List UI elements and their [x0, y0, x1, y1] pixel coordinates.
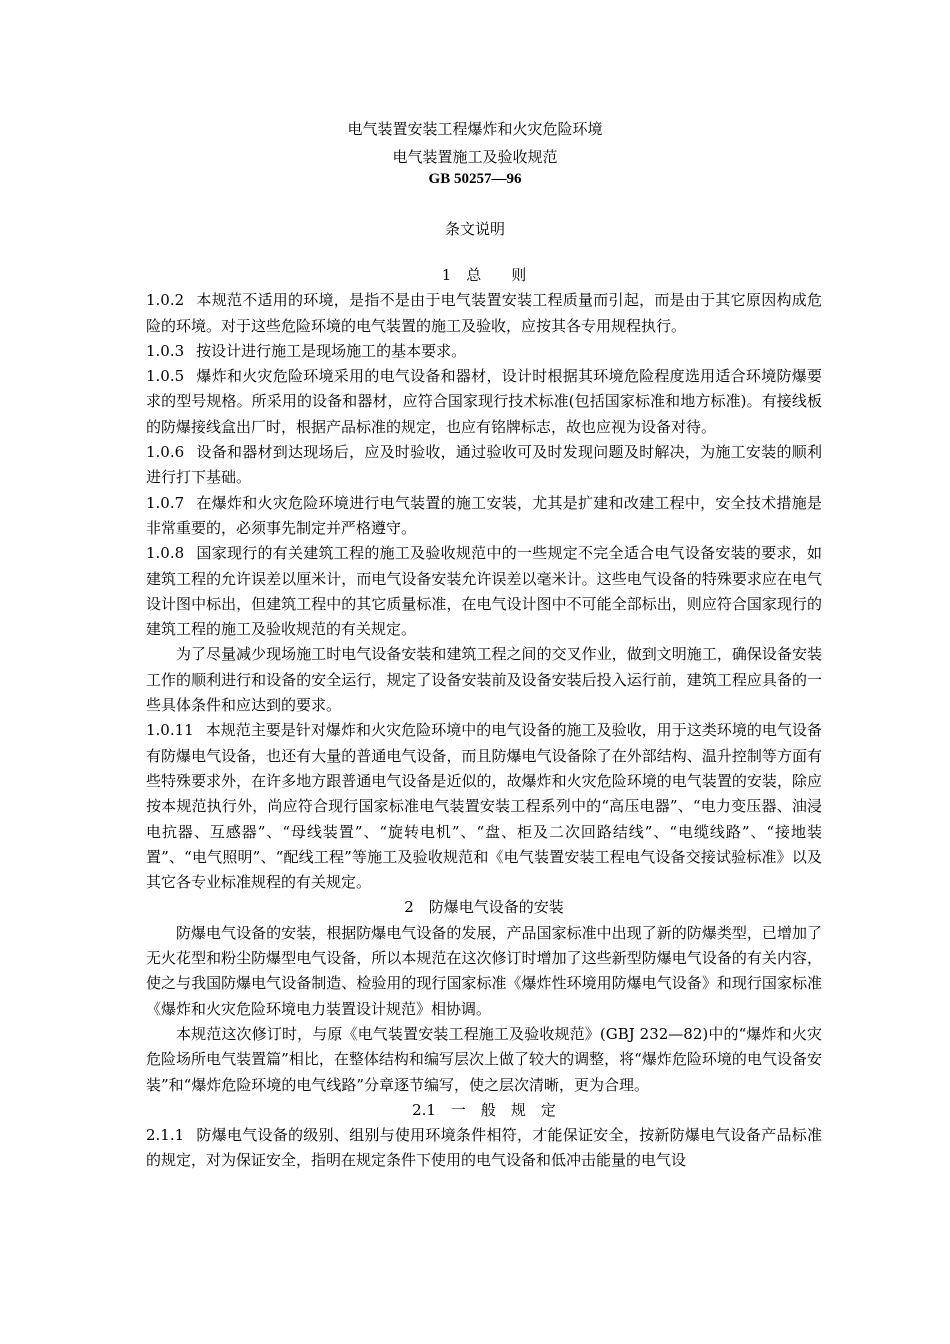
- clause-paragraph: [146, 440, 822, 491]
- doc-code: GB 50257—96: [428, 171, 522, 187]
- clause-paragraph: [146, 541, 822, 642]
- clause-number: 1.0.7: [146, 493, 185, 512]
- section-heading: 2.1 一 般 规 定: [412, 1100, 556, 1119]
- doc-title-line2: 电气装置施工及验收规范: [392, 148, 558, 166]
- clause-paragraph: [146, 364, 822, 440]
- section-heading: 2 防爆电气设备的安装: [404, 898, 564, 917]
- clause-text: 设备和器材到达现场后，应及时验收，通过验收可及时发现问题及时解决，为施工安装的顺利进行打下基础。: [146, 443, 822, 487]
- clause-number: 2.1.1: [146, 1126, 185, 1145]
- clause-text: 在爆炸和火灾危险环境进行电气装置的施工安装，尤其是扩建和改建工程中，安全技术措施是非常重要的，必须事先制定并严格遵守。: [146, 493, 822, 537]
- clause-text: 国家现行的有关建筑工程的施工及验收规范中的一些规定不完全适合电气设备安装的要求，如建筑工程的允许误差以厘米计，而电气设备安装允许误差以毫米计。这些电气设备的特殊要求应在电气设计图中标出，但建筑工程中的其它质量标准，在电气设计图中不可能全部标出，则应符合国家现行的建筑工程的施工及验收规范的有关规定。: [146, 544, 822, 639]
- clause-number: 1.0.11: [146, 721, 194, 740]
- document-body: [146, 263, 822, 1174]
- clause-paragraph: [146, 491, 822, 542]
- clause-number: 1.0.6: [146, 443, 185, 462]
- doc-subtitle: 条文说明: [444, 220, 505, 238]
- clause-paragraph: [146, 718, 822, 895]
- clause-number: 1.0.5: [146, 367, 185, 386]
- clause-number: 1.0.8: [146, 544, 185, 563]
- clause-text: 爆炸和火灾危险环境采用的电气设备和器材，设计时根据其环境危险程度选用适合环境防爆要求的型号规格。所采用的设备和器材，应符合国家现行技术标准(包括国家标准和地方标准)。有接线板的防爆接线盒出厂时，根据产品标准的规定，也应有铭牌标志，故也应视为设备对待。: [146, 367, 822, 436]
- clause-paragraph: [146, 642, 822, 718]
- section-heading: 1 总 则: [441, 266, 527, 284]
- clause-paragraph: [146, 921, 822, 1022]
- clause-number: 1.0.3: [146, 341, 185, 360]
- clause-text: 本规范不适用的环境，是指不是由于电气装置安装工程质量而引起，而是由于其它原因构成危险的环境。对于这些危险环境的电气装置的施工及验收，应按其各专用规程执行。: [146, 291, 822, 335]
- doc-title-line1: 电气装置安装工程爆炸和火灾危险环境: [347, 120, 603, 138]
- clause-paragraph: [146, 339, 822, 364]
- clause-paragraph: [146, 288, 822, 339]
- clause-text: 本规范这次修订时，与原《电气装置安装工程施工及验收规范》(GBJ 232—82)中的“爆炸和火灾危险场所电气装置篇”相比，在整体结构和编写层次上做了较大的调整，将“爆炸危险环境的电气设备安装”和“爆炸危险环境的电气线路”分章逐节编写，使之层次清晰，更为合理。: [146, 1024, 822, 1094]
- clause-text: 为了尽量减少现场施工时电气设备安装和建筑工程之间的交叉作业，做到文明施工，确保设备安装工作的顺利进行和设备的安全运行，规定了设备安装前及设备安装后投入运行前，建筑工程应具备的一些具体条件和应达到的要求。: [146, 645, 822, 715]
- clause-text: 防爆电气设备的级别、组别与使用环境条件相符，才能保证安全，按新防爆电气设备产品标准的规定，对为保证安全，指明在规定条件下使用的电气设备和低冲击能量的电气设: [146, 1126, 822, 1170]
- clause-text: 防爆电气设备的安装，根据防爆电气设备的发展，产品国家标准中出现了新的防爆类型，已增加了无火花型和粉尘防爆型电气设备，所以本规范在这次修订时增加了这些新型防爆电气设备的有关内容，使之与我国防爆电气设备制造、检验用的现行国家标准《爆炸性环境用防爆电气设备》和现行国家标准《爆炸和火灾危险环境电力装置设计规范》相协调。: [146, 923, 822, 1018]
- clause-text: 按设计进行施工是现场施工的基本要求。: [196, 341, 467, 360]
- clause-number: 1.0.2: [146, 291, 185, 310]
- clause-text: 本规范主要是针对爆炸和火灾危险环境中的电气设备的施工及验收，用于这类环境的电气设备有防爆电气设备，也还有大量的普通电气设备，而且防爆电气设备除了在外部结构、温升控制等方面有些特殊要求外，在许多地方跟普通电气设备是近似的，故爆炸和火灾危险环境的电气装置的安装，除应按本规范执行外，尚应符合现行国家标准电气装置安装工程系列中的“高压电器”、“电力变压器、油浸电抗器、互感器”、“母线装置”、“旋转电机”、“盘、柜及二次回路结线”、“电缆线路”、“接地装置”、“电气照明”、“配线工程”等施工及验收规范和《电气装置安装工程电气设备交接试验标准》以及其它各专业标准规程的有关规定。: [146, 721, 822, 892]
- clause-paragraph: [146, 1123, 822, 1174]
- clause-paragraph: [146, 1022, 822, 1098]
